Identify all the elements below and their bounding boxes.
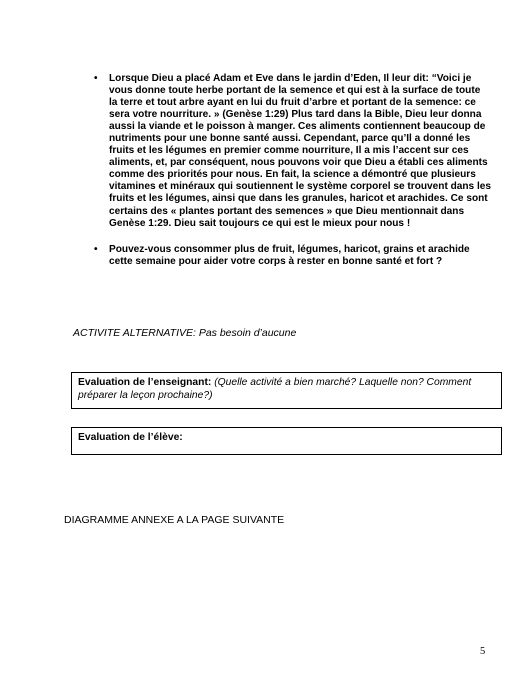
bullet-text: Pouvez-vous consommer plus de fruit, légumes, haricot, grains et arachide cette semaine pour aider votre corps à rester en bonne santé et fort ? [109,243,470,267]
teacher-evaluation-label: Evaluation de l’enseignant: [78,377,212,388]
bullet-item-challenge [91,244,491,268]
alternative-activity: ACTIVITE ALTERNATIVE: Pas besoin d’aucune [73,327,297,339]
annex-note: DIAGRAMME ANNEXE A LA PAGE SUIVANTE [64,514,285,526]
bullet-text: Lorsque Dieu a placé Adam et Eve dans le jardin d’Eden, Il leur dit: “Voici je vous donne toute herbe portant de la semence et qui est à la surface de toute la terre et tout arbre ayant en lui du fruit d’arbre et portant de la semence: ce sera votre nourriture. » (Genèse 1:29) Plus tard dans la Bible, Dieu leur donna aussi la viande et le poisson à manger. Ces aliments contiennent beaucoup de nutriments pour une bonne santé aussi. Cependant, parce qu’Il a donné les fruits et les légumes en premier comme nourriture, Il a mis l’accent sur ces aliments, et, par conséquent, nous pouvons voir que Dieu a établi ces aliments comme des priorités pour nous. En fait, la science a démontré que plusieurs vitamines et minéraux qui soutiennent le système corporel se trouvent dans les fruits et les légumes, ainsi que dans les granules, haricot et arachides. Ce sont certains des « plantes portant des semences » que Dieu mentionnait dans Genèse 1:29. Dieu sait toujours ce qui est le mieux pour nous ! [109,73,492,229]
bullet-symbol: • [94,243,98,255]
teacher-evaluation-box [71,372,502,409]
bullet-item-adam-eve [91,73,491,230]
student-evaluation-label: Evaluation de l’élève: [78,432,183,443]
bullet-symbol: • [94,73,98,84]
page-number: 5 [480,646,486,657]
student-evaluation-box [71,427,502,455]
bullet-list [91,73,491,268]
teacher-evaluation-prompt: (Quelle activité a bien marché? Laquelle non? Comment préparer la leçon prochaine?) [78,377,472,401]
